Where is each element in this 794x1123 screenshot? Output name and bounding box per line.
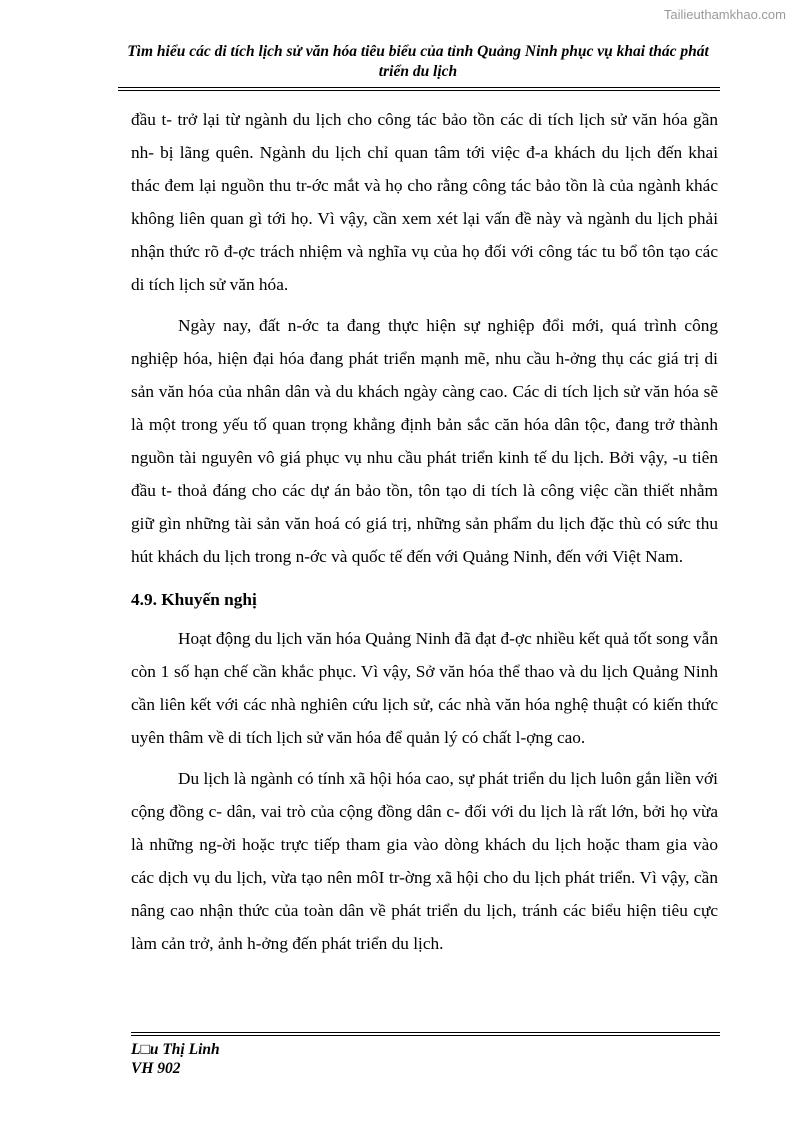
paragraph-1: đầu t- trở lại từ ngành du lịch cho công tác bảo tồn các di tích lịch sử văn hóa gần nh- bị lãng quên. Ngành du lịch chỉ quan tâm tới việc đ-a khách du lịch đến khai thác đem lại nguồn thu tr-ớc mắt và họ cho rằng công tác bảo tồn là của ngành khác không liên quan gì tới họ. Vì vậy, cần xem xét lại vấn đề này và ngành du lịch phải nhận thức rõ đ-ợc trách nhiệm và nghĩa vụ của họ đối với công tác tu bổ tôn tạo các di tích lịch sử văn hóa. bbox=[131, 110, 718, 294]
page-footer bbox=[131, 1040, 220, 1078]
paragraph-2: Ngày nay, đất n-ớc ta đang thực hiện sự nghiệp đổi mới, quá trình công nghiệp hóa, hiện đại hóa đang phát triển mạnh mẽ, nhu cầu h-ởng thụ các giá trị di sản văn hóa của nhân dân và du khách ngày càng cao. Các di tích lịch sử văn hóa sẽ là một trong yếu tố quan trọng khẳng định bản sắc căn hóa dân tộc, đang trở thành nguồn tài nguyên vô giá phục vụ nhu cầu phát triển kinh tế du lịch. Bởi vậy, -u tiên đầu t- thoả đáng cho các dự án bảo tồn, tôn tạo di tích là công việc cần thiết nhằm giữ gìn những tài sản văn hoá có giá trị, những sản phẩm du lịch đặc thù có sức thu hút khách du lịch trong n-ớc và quốc tế đến với Quảng Ninh, đến với Việt Nam. bbox=[131, 316, 718, 566]
header-divider bbox=[118, 87, 720, 91]
document-body bbox=[131, 103, 718, 968]
watermark-text: Tailieuthamkhao.com bbox=[663, 7, 786, 22]
footer-class: VH 902 bbox=[131, 1060, 181, 1077]
footer-author: L□u Thị Linh bbox=[131, 1041, 220, 1058]
paragraph-4: Du lịch là ngành có tính xã hội hóa cao, sự phát triển du lịch luôn gắn liền với cộng đồng c- dân, vai trò của cộng đồng dân c- đối với du lịch là rất lớn, bởi họ vừa là những ng-ời hoặc trực tiếp tham gia vào dòng khách du lịch hoặc tham gia vào các dịch vụ du lịch, vừa tạo nên môI tr-ờng xã hội cho du lịch phát triển. Vì vậy, cần nâng cao nhận thức của toàn dân về phát triển du lịch, tránh các biểu hiện tiêu cực làm cản trở, ảnh h-ởng đến phát triển du lịch. bbox=[131, 769, 718, 953]
paragraph-3: Hoạt động du lịch văn hóa Quảng Ninh đã đạt đ-ợc nhiều kết quả tốt song vẫn còn 1 số hạn chế cần khắc phục. Vì vậy, Sở văn hóa thể thao và du lịch Quảng Ninh cần liên kết với các nhà nghiên cứu lịch sử, các nhà văn hóa nghệ thuật có kiến thức uyên thâm về di tích lịch sử văn hóa để quản lý có chất l-ợng cao. bbox=[131, 629, 718, 747]
footer-divider bbox=[131, 1032, 720, 1036]
page-header-title: Tìm hiểu các di tích lịch sử văn hóa tiêu biểu của tỉnh Quảng Ninh phục vụ khai thác phát triển du lịch bbox=[127, 43, 709, 80]
section-heading: 4.9. Khuyến nghị bbox=[131, 590, 257, 609]
